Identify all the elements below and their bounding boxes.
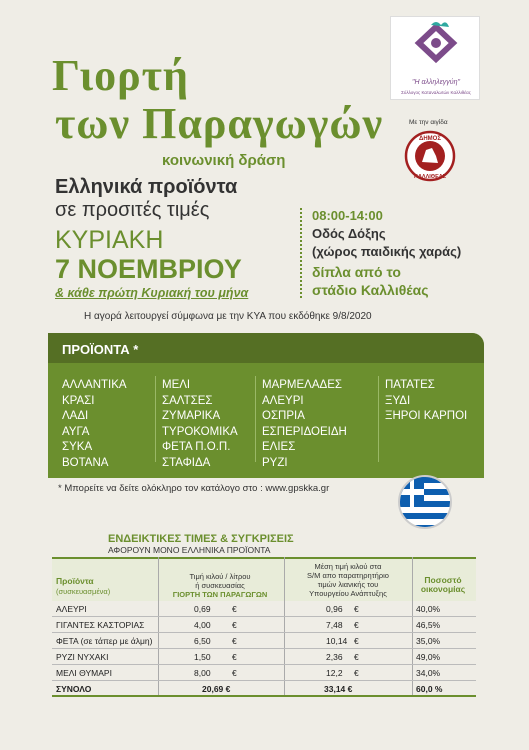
cell-savings: 35,0% (416, 636, 441, 646)
product-item: ΟΣΠΡΙΑ (262, 410, 305, 422)
cell-market-price: 10,14 (326, 636, 348, 646)
product-item: ΚΡΑΣΙ (62, 394, 95, 407)
products-column-2 (162, 378, 238, 471)
header-market-price (288, 562, 408, 598)
header-text: Μέση τιμή κιλού στα (314, 562, 382, 571)
product-item: ΑΥΓΑ (62, 425, 90, 438)
product-item: ΤΥΡΟΚΟΜΙΚΑ (162, 425, 238, 438)
euro-sign: € (354, 604, 359, 614)
cell-festival-price: 1,50 (194, 652, 211, 662)
cell-savings: 34,0% (416, 668, 441, 678)
product-item: ΒΟΤΑΝΑ (62, 456, 109, 469)
cell-product: ΜΕΛΙ ΘΥΜΑΡΙ (56, 668, 112, 678)
header-text: οικονομίας (420, 584, 466, 594)
euro-sign: € (354, 636, 359, 646)
table-row (52, 633, 476, 649)
cell-savings: 49,0% (416, 652, 441, 662)
cell-product: ΡΥΖΙ ΝΥΧΑΚΙ (56, 652, 109, 662)
products-heading: ΠΡΟΪΟΝΤΑ * (62, 342, 139, 357)
table-row (52, 601, 476, 617)
product-item: ΠΑΤΑΤΕΣ (385, 379, 435, 391)
header-festival-price (160, 572, 280, 599)
product-item: ΣΥΚΑ (62, 441, 93, 453)
product-item: ΑΛΛΑΝΤΙΚΑ (62, 379, 127, 391)
cell-product: ΑΛΕΥΡΙ (56, 604, 87, 614)
cell-market-price: 12,2 (326, 668, 343, 678)
euro-sign: € (232, 620, 237, 630)
event-day: ΚΥΡΙΑΚΗ (55, 226, 164, 254)
product-item: ΕΛΙΕΣ (262, 441, 296, 453)
event-date: 7 ΝΟΕΜΒΡΙΟΥ (55, 254, 242, 284)
greek-flag-icon (398, 475, 452, 529)
total-festival: 20,69 € (202, 684, 231, 694)
header-text: Ποσοστό (424, 575, 462, 585)
header-text: Τιμή κιλού / λίτρου (189, 572, 251, 581)
column-divider (155, 376, 156, 462)
divider (300, 208, 302, 298)
heart-diamond-icon (391, 17, 481, 79)
cell-festival-price: 4,00 (194, 620, 211, 630)
cell-product: ΦΕΤΑ (σε τάπερ με άλμη) (56, 636, 153, 646)
product-item: ΡΥΖΙ (262, 456, 288, 469)
product-item: ΞΗΡΟΙ ΚΑΡΠΟΙ (385, 410, 468, 422)
slogan-line-1: Ελληνικά προϊόντα (55, 176, 238, 198)
prices-title: ΕΝΔΕΙΚΤΙΚΕΣ ΤΙΜΕΣ & ΣΥΓΚΡΙΣΕΙΣ (108, 533, 294, 545)
title-line-1: Γιορτή (52, 51, 189, 100)
cell-savings: 40,0% (416, 604, 441, 614)
support-label: Με την αιγίδα (409, 119, 448, 126)
event-place: (χώρος παιδικής χαράς) (312, 244, 462, 259)
product-item: ΑΛΕΥΡΙ (262, 394, 304, 407)
cell-market-price: 0,96 (326, 604, 343, 614)
product-item: ΞΥΔΙ (385, 394, 411, 407)
cell-savings: 46,5% (416, 620, 441, 630)
euro-sign: € (354, 668, 359, 678)
cell-market-price: 7,48 (326, 620, 343, 630)
header-text: Υπουργείου Ανάπτυξης (309, 589, 387, 598)
total-market: 33,14 € (324, 684, 353, 694)
title-line-2: των Παραγωγών (55, 99, 384, 148)
header-text: S/M απο παρατηρητήριο (307, 571, 389, 580)
cell-festival-price: 8,00 (194, 668, 211, 678)
product-item: ΣΤΑΦΙΔΑ (162, 456, 211, 469)
header-text: ή συσκευασίας (195, 581, 245, 590)
header-product-sub: (συσκευασμένα) (56, 587, 111, 596)
table-row (52, 617, 476, 633)
event-street: Οδός Δόξης (312, 226, 386, 241)
event-near-1: δίπλα από το (312, 264, 401, 280)
products-column-4 (385, 378, 467, 425)
product-item: ΜΕΛΙ (162, 379, 191, 391)
euro-sign: € (232, 668, 237, 678)
product-item: ΦΕΤΑ Π.Ο.Π. (162, 441, 231, 453)
slogan-line-2: σε προσιτές τιμές (55, 199, 210, 221)
header-product: Προϊόντα (56, 576, 94, 586)
product-item: ΖΥΜΑΡΙΚΑ (162, 410, 221, 422)
header-text: τιμών λιανικής του (317, 580, 379, 589)
euro-sign: € (354, 652, 359, 662)
logo-caption: "Η αλληλεγγύη" (412, 79, 460, 86)
cell-market-price: 2,36 (326, 652, 343, 662)
product-item: ΣΑΛΤΣΕΣ (162, 394, 213, 407)
column-divider (255, 376, 256, 462)
catalog-note: * Μπορείτε να δείτε ολόκληρο τον κατάλογο στο : www.gpskka.gr (58, 483, 330, 494)
event-time: 08:00-14:00 (312, 208, 383, 223)
cell-festival-price: 0,69 (194, 604, 211, 614)
total-savings: 60,0 % (416, 684, 443, 694)
cell-product: ΓΙΓΑΝΤΕΣ ΚΑΣΤΟΡΙΑΣ (56, 620, 145, 630)
product-item: ΕΣΠΕΡΙΔΟΕΙΔΗ (262, 425, 347, 438)
seal-bottom-text: ΚΑΛΛΙΘΕΑΣ (413, 174, 447, 180)
product-item: ΜΑΡΜΕΛΑΔΕΣ (262, 379, 342, 391)
euro-sign: € (232, 652, 237, 662)
column-divider (378, 376, 379, 462)
total-label: ΣΥΝΟΛΟ (56, 684, 92, 694)
event-near-2: στάδιο Καλλιθέας (312, 282, 429, 298)
product-item: ΛΑΔΙ (62, 410, 89, 422)
table-row (52, 649, 476, 665)
logo-subtitle: Σύλλογος Καταναλωτών Καλλιθέας (401, 90, 471, 95)
solidarity-logo (390, 16, 480, 100)
header-text: ΓΙΟΡΤΗ ΤΩΝ ΠΑΡΑΓΩΓΩΝ (172, 590, 268, 599)
subtitle: κοινωνική δράση (162, 152, 286, 169)
seal-top-text: ΔΗΜΟΣ (419, 136, 441, 142)
products-column-1 (62, 378, 127, 471)
municipality-seal (404, 130, 456, 182)
header-savings (408, 576, 478, 594)
market-note: Η αγορά λειτουργεί σύμφωνα με την ΚΥΑ που εκδόθηκε 9/8/2020 (84, 311, 372, 322)
euro-sign: € (232, 636, 237, 646)
products-column-3 (262, 378, 347, 471)
cell-festival-price: 6,50 (194, 636, 211, 646)
euro-sign: € (354, 620, 359, 630)
euro-sign: € (232, 604, 237, 614)
prices-subtitle: ΑΦΟΡΟΥΝ ΜΟΝΟ ΕΛΛΗΝΙΚΑ ΠΡΟΪΟΝΤΑ (108, 545, 271, 555)
recurring-note: & κάθε πρώτη Κυριακή του μήνα (55, 286, 249, 300)
table-total-row (52, 681, 476, 697)
table-row (52, 665, 476, 681)
